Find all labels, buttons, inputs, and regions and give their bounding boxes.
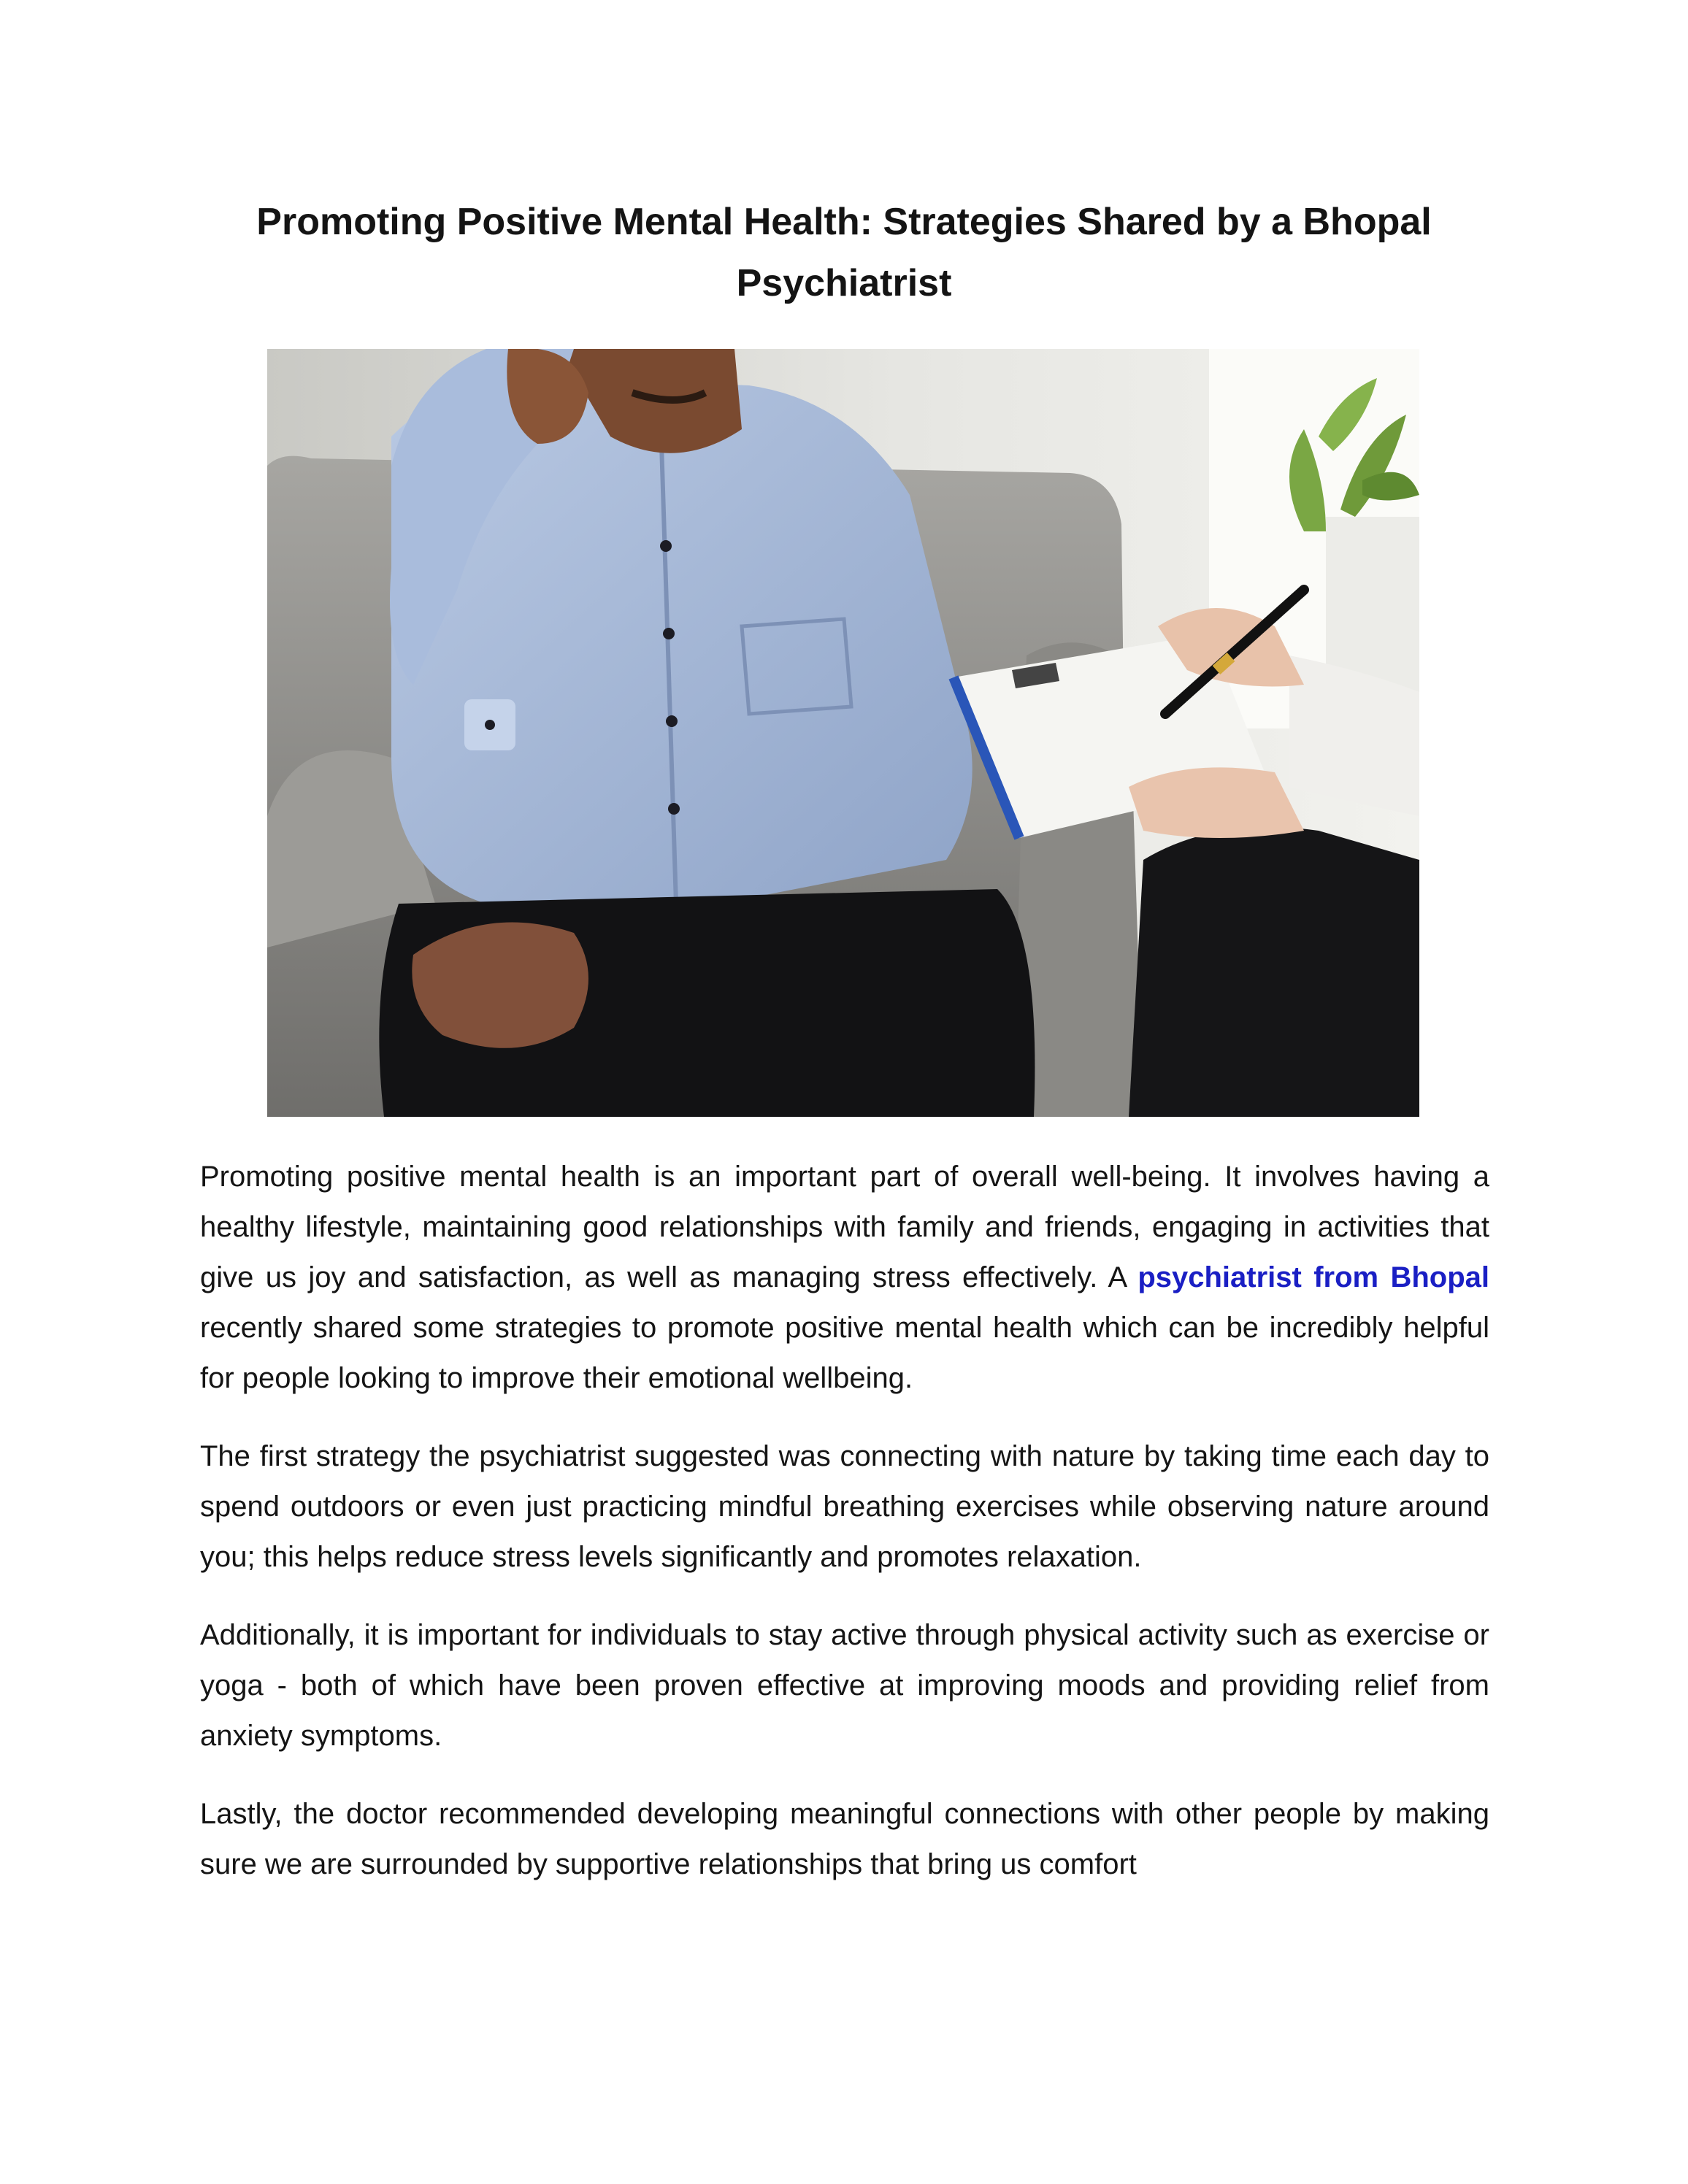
article-body <box>200 1152 1489 1918</box>
intro-text-before: Promoting positive mental health is an important part of overall well-being. It involves having a healthy lifestyle, maintaining good relationships with family and friends, engaging in activities that give us joy and satisfaction, as well as managing stress effectively. A <box>200 1161 1489 1293</box>
paragraph-connections: Lastly, the doctor recommended developing meaningful connections with other people by making sure we are surrounded by supportive relationships that bring us comfort <box>200 1798 1489 1880</box>
paragraph-nature: The first strategy the psychiatrist suggested was connecting with nature by taking time each day to spend outdoors or even just practicing mindful breathing exercises while observing nature around you; this helps reduce stress levels significantly and promotes relaxation. <box>200 1440 1489 1573</box>
article-photo <box>267 349 1419 1117</box>
psychiatrist-link[interactable]: psychiatrist from Bhopal <box>1138 1261 1489 1293</box>
document-title: Promoting Positive Mental Health: Strategies Shared by a Bhopal Psychiatrist <box>256 201 1432 304</box>
intro-text-after: recently shared some strategies to promote positive mental health which can be incredibly helpful for people looking to improve their emotional wellbeing. <box>200 1312 1489 1394</box>
paragraph-intro <box>200 1152 1489 1404</box>
paragraph-activity: Additionally, it is important for individuals to stay active through physical activity such as exercise or yoga - both of which have been proven effective at improving moods and providing relief from anxiety symptoms. <box>200 1619 1489 1752</box>
consultation-illustration <box>267 349 1419 1117</box>
